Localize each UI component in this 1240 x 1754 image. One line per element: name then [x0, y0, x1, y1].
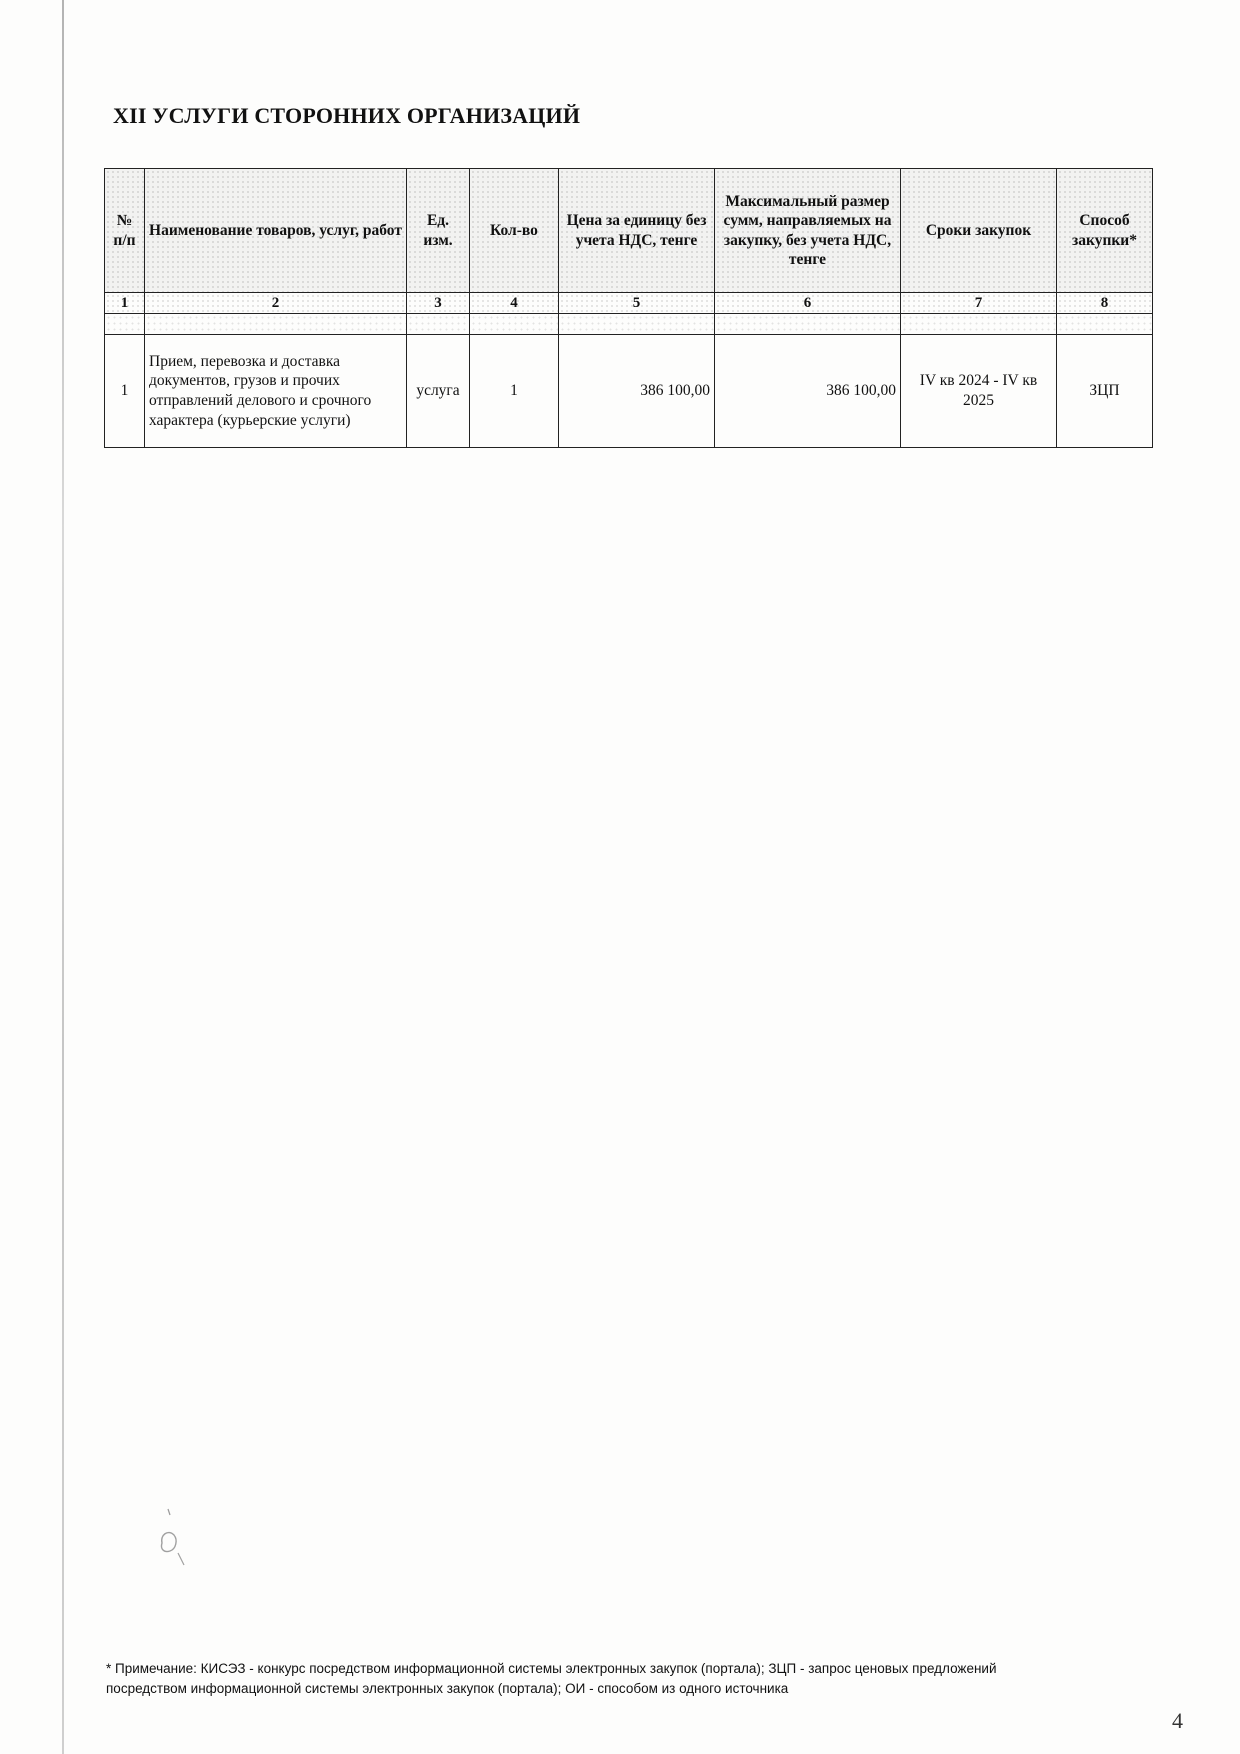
pencil-mark-icon: [148, 1505, 208, 1575]
header-cell-number: № п/п: [105, 169, 145, 293]
column-number-cell: 4: [470, 293, 559, 314]
blank-cell: [407, 314, 470, 335]
row-method: ЗЦП: [1057, 335, 1153, 448]
blank-cell: [901, 314, 1057, 335]
scan-left-edge: [62, 0, 64, 1754]
row-number: 1: [105, 335, 145, 448]
column-number-row: [105, 293, 1153, 314]
header-cell-period: Сроки закупок: [901, 169, 1057, 293]
blank-cell: [559, 314, 715, 335]
header-cell-unit: Ед. изм.: [407, 169, 470, 293]
column-number-cell: 3: [407, 293, 470, 314]
column-number-cell: 8: [1057, 293, 1153, 314]
column-number-cell: 7: [901, 293, 1057, 314]
procurement-table: [104, 168, 1153, 448]
blank-cell: [105, 314, 145, 335]
table-row: [105, 335, 1153, 448]
footnote: * Примечание: КИСЭЗ - конкурс посредством информационной системы электронных закупок (портала); ЗЦП - запрос ценовых предложений посредством информационной системы электронных закупок (портала); ОИ - способом из одного источника: [106, 1661, 997, 1696]
row-quantity: 1: [470, 335, 559, 448]
page-number-mark: 4: [1172, 1708, 1183, 1733]
row-period: IV кв 2024 - IV кв 2025: [901, 335, 1057, 448]
table-header-row: [105, 169, 1153, 293]
blank-cell: [1057, 314, 1153, 335]
column-number-cell: 2: [145, 293, 407, 314]
section-title: XII УСЛУГИ СТОРОННИХ ОРГАНИЗАЦИЙ: [113, 103, 581, 128]
header-cell-unit-price: Цена за единицу без учета НДС, тенге: [559, 169, 715, 293]
blank-cell: [470, 314, 559, 335]
blank-cell: [145, 314, 407, 335]
header-cell-method: Способ закупки*: [1057, 169, 1153, 293]
column-number-cell: 5: [559, 293, 715, 314]
blank-row: [105, 314, 1153, 335]
column-number-cell: 6: [715, 293, 901, 314]
header-cell-name: Наименование товаров, услуг, работ: [145, 169, 407, 293]
column-number-cell: 1: [105, 293, 145, 314]
row-item-name: Прием, перевозка и доставка документов, грузов и прочих отправлений делового и срочного характера (курьерские услуги): [145, 335, 407, 448]
row-unit-price: 386 100,00: [559, 335, 715, 448]
header-cell-quantity: Кол-во: [470, 169, 559, 293]
blank-cell: [715, 314, 901, 335]
row-unit: услуга: [407, 335, 470, 448]
row-max-amount: 386 100,00: [715, 335, 901, 448]
header-cell-max-amount: Максимальный размер сумм, направляемых на закупку, без учета НДС, тенге: [715, 169, 901, 293]
